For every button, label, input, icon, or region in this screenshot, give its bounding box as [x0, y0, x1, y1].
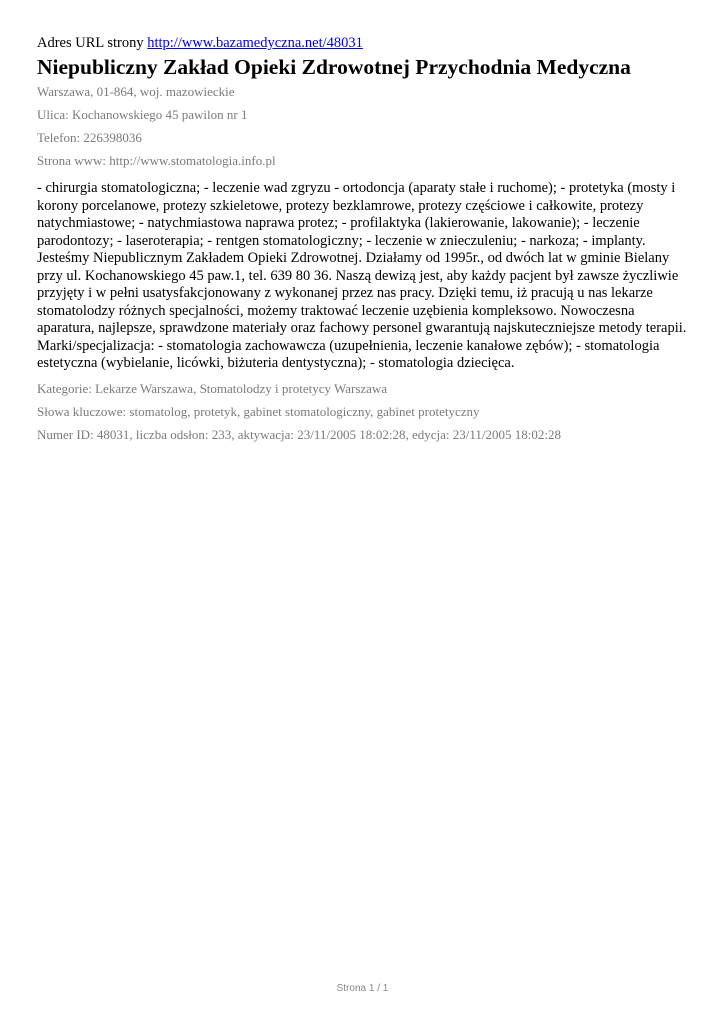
page-title: Niepubliczny Zakład Opieki Zdrowotnej Przychodnia Medyczna — [37, 55, 631, 79]
phone-text: Telefon: 226398036 — [37, 130, 142, 145]
record-info-text: Numer ID: 48031, liczba odsłon: 233, aktywacja: 23/11/2005 18:02:28, edycja: 23/11/2005 18:02:28 — [37, 426, 562, 442]
location-text: Warszawa, 01-864, woj. mazowieckie — [37, 84, 235, 99]
street-text: Ulica: Kochanowskiego 45 pawilon nr 1 — [37, 107, 248, 122]
page-number-footer: Strona 1 / 1 — [336, 983, 389, 994]
url-line — [37, 34, 687, 52]
categories-text: Kategorie: Lekarze Warszawa, Stomatolodzy i protetycy Warszawa — [37, 380, 388, 396]
url-prefix: Adres URL strony — [37, 35, 144, 51]
description-text: - chirurgia stomatologiczna; - leczenie wad zgryzu - ortodoncja (aparaty stałe i ruchome); - protetyka (mosty i korony porcelanowe, protezy szkieletowe, protezy bezklamrowe, protezy częściowe i całkowite, protezy natychmiastowe; - natychmiastowa naprawa protez; - profilaktyka (lakierowanie, lakowanie); - leczenie parodontozy; - laseroterapia; - rentgen stomatologiczny; - leczenie w znieczuleniu; - narkoza; - implanty. Jesteśmy Niepublicznym Zakładem Opieki Zdrowotnej. Działamy od 1995r., od dwóch lat w gminie Bielany przy ul. Kochanowskiego 45 paw.1, tel. 639 80 36. Naszą dewizą jest, aby każdy pacjent był zawsze życzliwie przyjęty i w pełni usatysfakcjonowany z wykonanej przez nas pracy. Dzięki temu, iż pracują u nas lekarze stomatolodzy różnych specjalności, możemy traktować leczenie uzębienia kompleksowo. Nowoczesna aparatura, najlepsze, sprawdzone materiały oraz fachowy personel gwarantują najskuteczniejsze metody terapii. Marki/specjalizacja: - stomatologia zachowawcza (uzupełnienia, leczenie kanałowe zębów); - stomatologia estetyczna (wybielanie, licówki, biżuteria dentystyczna); - stomatologia dziecięca. — [37, 180, 687, 371]
source-url-link[interactable]: http://www.bazamedyczna.net/48031 — [147, 35, 363, 51]
website-text: Strona www: http://www.stomatologia.info.pl — [37, 153, 276, 168]
document-page — [37, 34, 687, 450]
keywords-text: Słowa kluczowe: stomatolog, protetyk, gabinet stomatologiczny, gabinet protetyczny — [37, 403, 480, 419]
